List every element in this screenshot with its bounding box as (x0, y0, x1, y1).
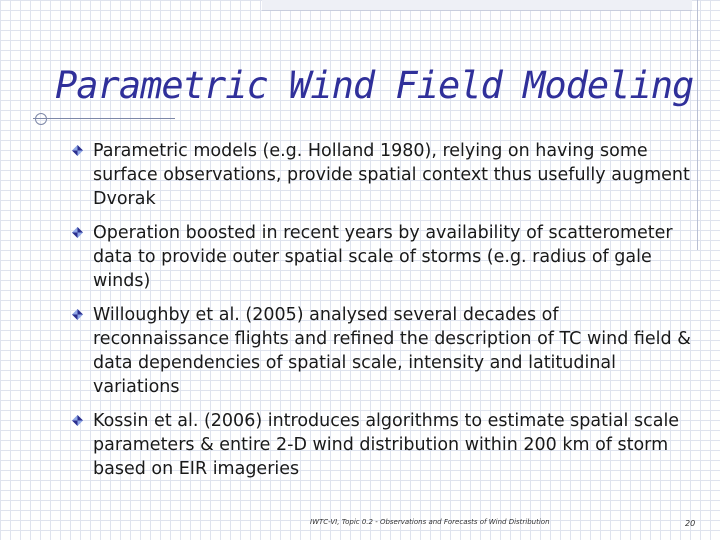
slide-title: Parametric Wind Field Modeling (55, 64, 694, 107)
bullet-item (72, 409, 692, 481)
diamond-bullet-icon (72, 227, 83, 238)
header-band (262, 0, 692, 11)
decorative-vertical-line (697, 0, 698, 250)
bullet-item (72, 221, 692, 293)
decorative-horizontal-line (33, 118, 175, 119)
bullet-text: Operation boosted in recent years by availability of scatterometer data to provide outer spatial scale of storms (e.g. radius of gale winds) (93, 223, 673, 291)
bullet-item (72, 139, 692, 211)
bullet-item (72, 303, 692, 399)
bullet-list (72, 139, 692, 491)
decorative-ring (35, 113, 47, 125)
diamond-bullet-icon (72, 309, 83, 320)
diamond-bullet-icon (72, 415, 83, 426)
bullet-text: Kossin et al. (2006) introduces algorithms to estimate spatial scale parameters & entire 2-D wind distribution within 200 km of storm based on EIR imageries (93, 411, 680, 479)
page-number: 20 (685, 519, 696, 528)
footer-text: IWTC-VI, Topic 0.2 - Observations and Forecasts of Wind Distribution (310, 518, 550, 526)
diamond-bullet-icon (72, 145, 83, 156)
bullet-text: Willoughby et al. (2005) analysed several decades of reconnaissance flights and refined the description of TC wind field & data dependencies of spatial scale, intensity and latitudinal variations (93, 305, 691, 397)
bullet-text: Parametric models (e.g. Holland 1980), relying on having some surface observations, provide spatial context thus usefully augment Dvorak (93, 141, 690, 209)
